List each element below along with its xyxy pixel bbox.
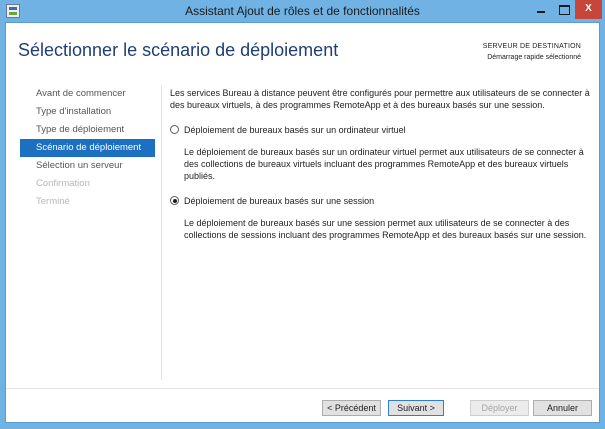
page-title: Sélectionner le scénario de déploiement xyxy=(18,40,339,60)
deploy-button: Déployer xyxy=(470,400,529,416)
cancel-button[interactable]: Annuler xyxy=(533,400,592,416)
wizard-nav xyxy=(20,85,155,211)
title-bar[interactable] xyxy=(0,0,605,22)
main-content xyxy=(170,87,590,241)
option-session-based-row[interactable] xyxy=(170,195,590,207)
radio-vm-based[interactable] xyxy=(170,125,179,134)
wizard-client-area xyxy=(5,22,600,423)
option-vm-based-label[interactable]: Déploiement de bureaux basés sur un ordinateur virtuel xyxy=(184,125,406,135)
close-button[interactable] xyxy=(575,0,602,19)
next-button[interactable]: Suivant > xyxy=(388,400,444,416)
nav-item-deployment-scenario[interactable]: Scénario de déploiement xyxy=(20,139,155,157)
option-vm-based-description: Le déploiement de bureaux basés sur un ordinateur virtuel permet aux utilisateurs de se connecter à des collections de bureaux virtuels incluant des programmes RemoteApp et des bureaux virtuels publiés. xyxy=(184,147,584,181)
intro-text: Les services Bureau à distance peuvent être configurés pour permettre aux utilisateurs de se connecter à des bureaux virtuels, à des programmes RemoteApp et à des bureaux basés sur une session. xyxy=(170,88,590,110)
option-session-based-description: Le déploiement de bureaux basés sur une session permet aux utilisateurs de se connecter à des collections de sessions incluant des programmes RemoteApp et des bureaux basés sur une session. xyxy=(184,218,587,240)
destination-server-label: SERVEUR DE DESTINATION xyxy=(482,43,581,50)
nav-item-before-you-begin[interactable]: Avant de commencer xyxy=(36,88,126,99)
option-vm-based xyxy=(170,124,590,182)
previous-button[interactable]: < Précédent xyxy=(322,400,381,416)
maximize-button[interactable] xyxy=(553,0,575,19)
nav-divider xyxy=(161,85,162,380)
nav-item-deployment-type[interactable]: Type de déploiement xyxy=(36,124,125,135)
destination-server-value: Démarrage rapide sélectionné xyxy=(487,54,581,61)
nav-item-installation-type[interactable]: Type d'installation xyxy=(36,106,112,117)
nav-item-server-selection[interactable]: Sélection un serveur xyxy=(36,160,123,171)
close-icon: X xyxy=(585,3,592,14)
nav-item-confirmation: Confirmation xyxy=(36,178,90,189)
nav-item-completion: Terminé xyxy=(36,196,70,207)
footer-separator xyxy=(6,388,599,389)
radio-session-based[interactable] xyxy=(170,196,179,205)
minimize-button[interactable] xyxy=(529,0,553,19)
option-vm-based-row[interactable] xyxy=(170,124,590,136)
option-session-based-label[interactable]: Déploiement de bureaux basés sur une session xyxy=(184,196,375,206)
option-session-based xyxy=(170,195,590,241)
window-title: Assistant Ajout de rôles et de fonctionnalités xyxy=(185,4,420,18)
